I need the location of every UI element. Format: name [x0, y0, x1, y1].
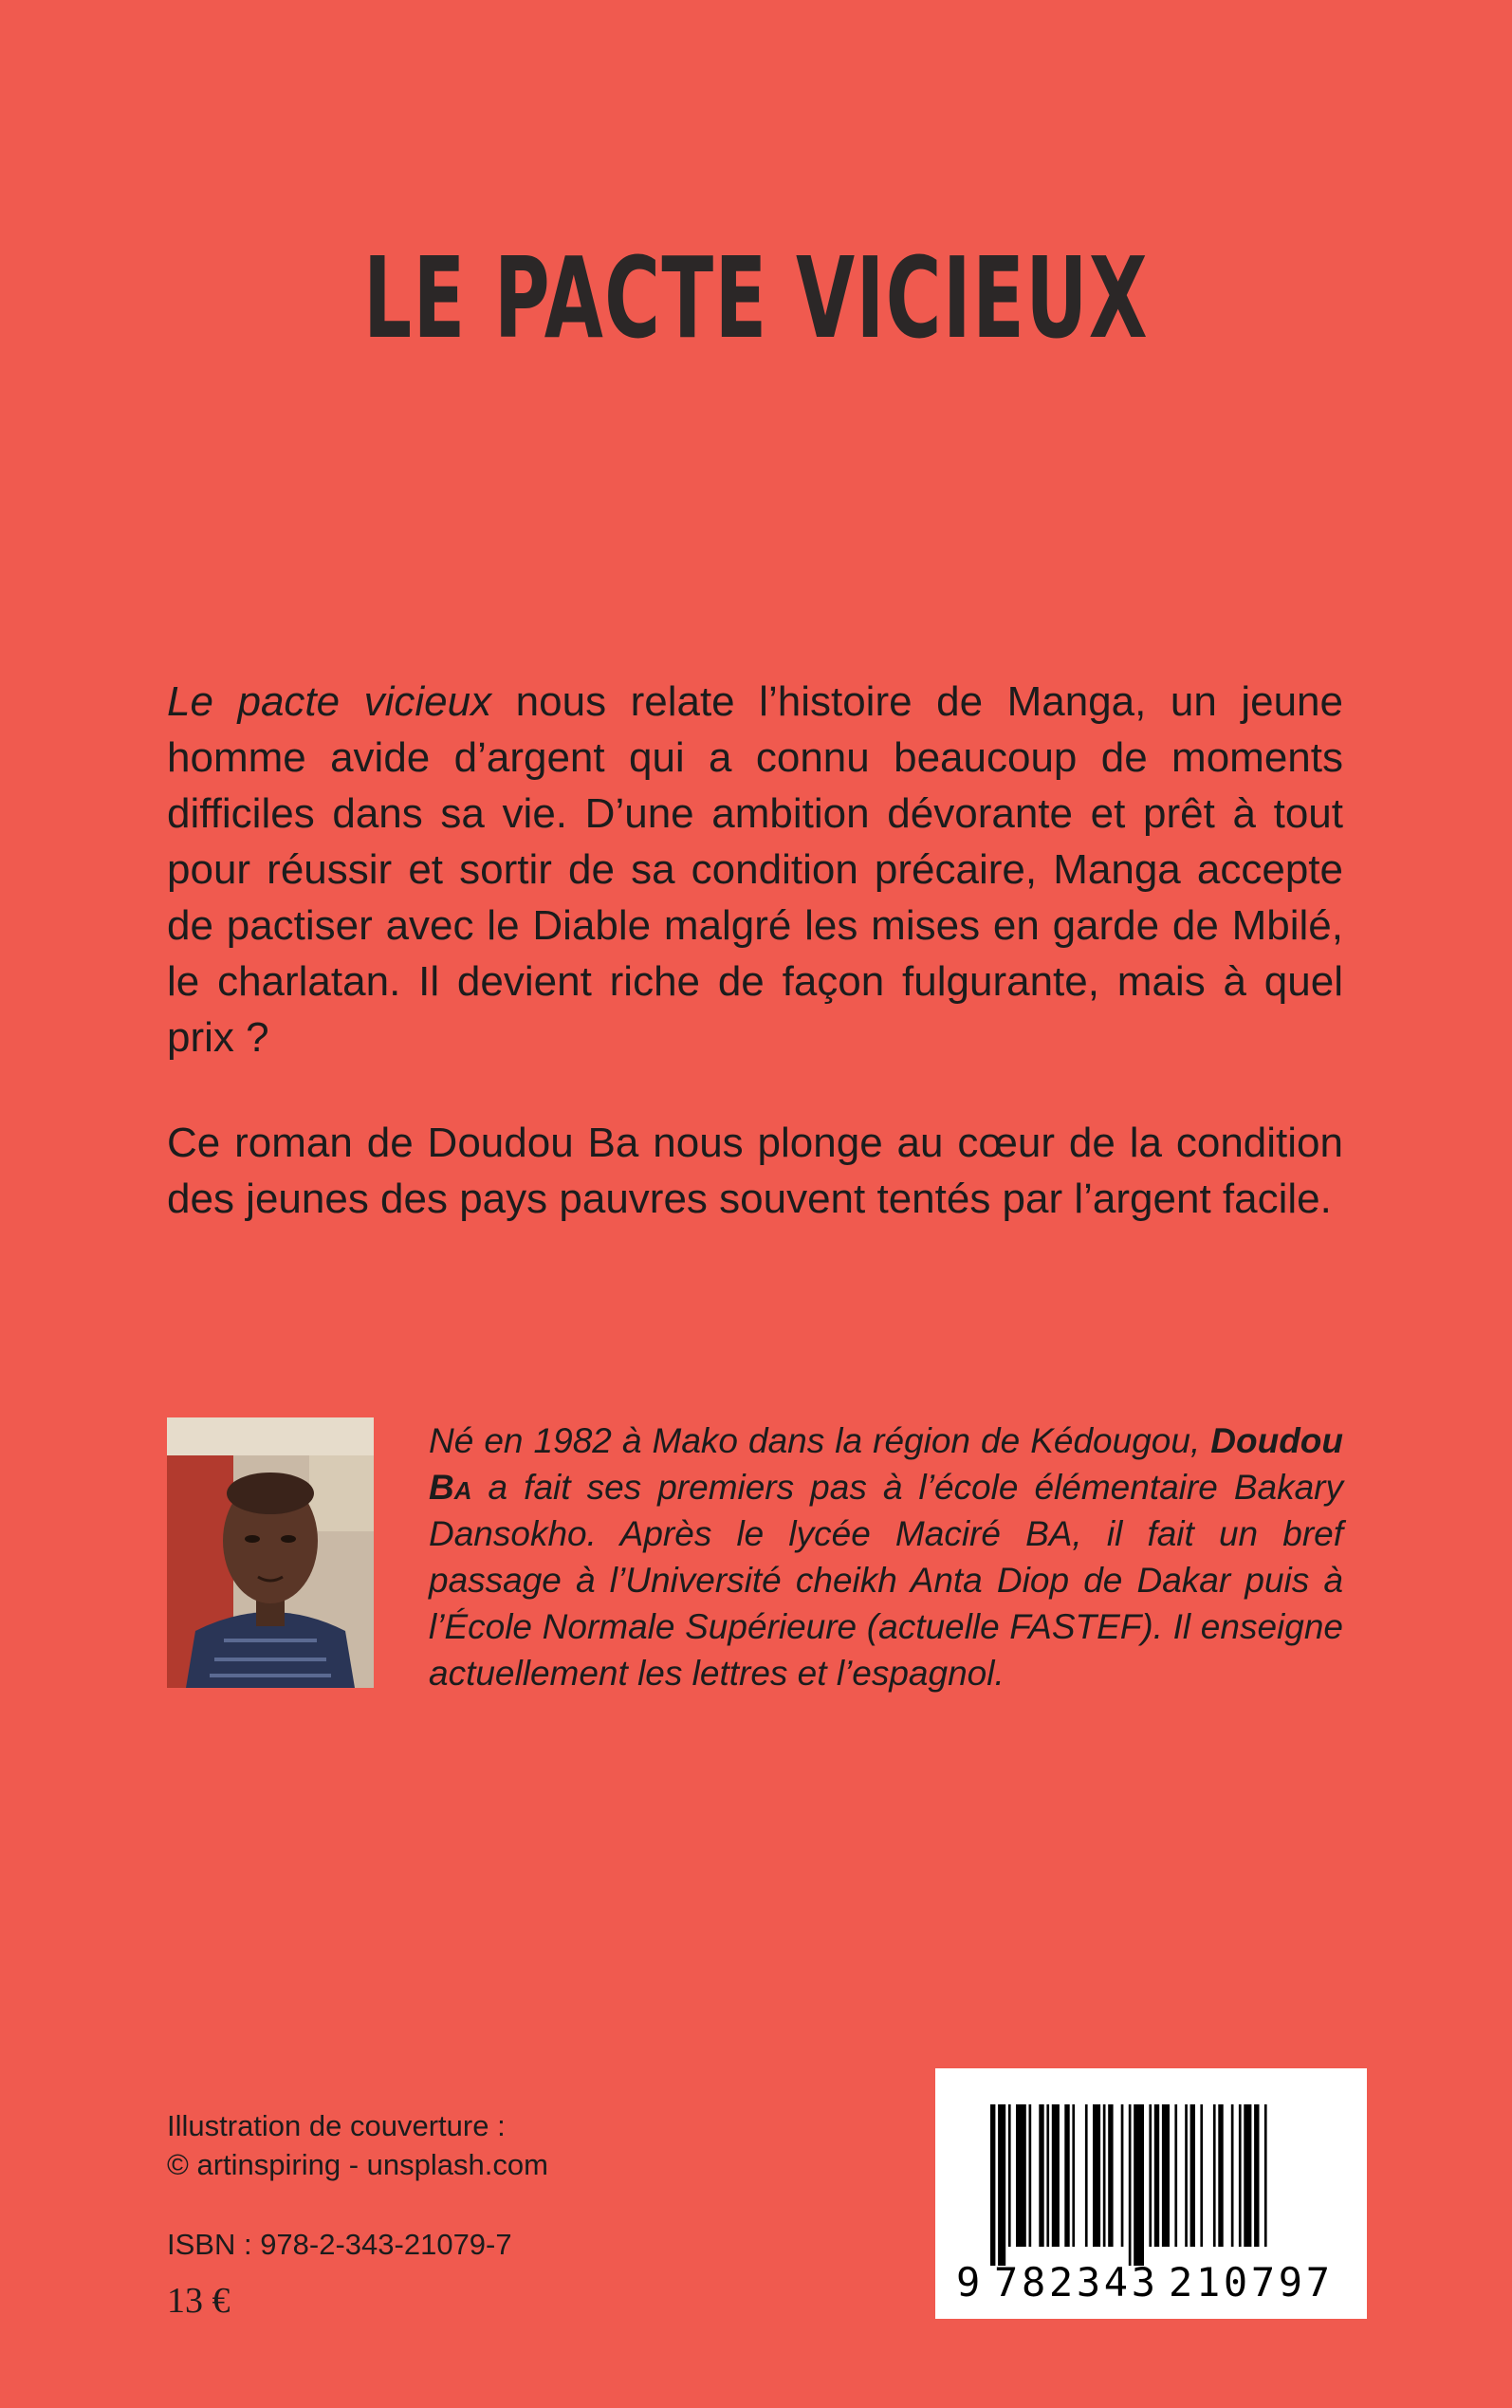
- synopsis-paragraph-2: Ce roman de Doudou Ba nous plonge au cœur de la condition des jeunes des pays pauvres souvent tentés par l’argent facile.: [167, 1120, 1343, 1222]
- barcode-bar: [1072, 2104, 1075, 2247]
- barcode-bar: [1185, 2104, 1188, 2247]
- isbn: ISBN : 978-2-343-21079-7: [167, 2228, 512, 2261]
- barcode-bar: [1008, 2104, 1011, 2247]
- barcode-bar: [998, 2104, 1005, 2266]
- barcode-bar: [1190, 2104, 1195, 2247]
- barcode-digits-group2: 210797: [1169, 2259, 1330, 2306]
- barcode-bar: [1093, 2104, 1100, 2247]
- barcode-bar: [1254, 2104, 1259, 2247]
- barcode-bar: [1052, 2104, 1060, 2247]
- barcode-bar: [1129, 2104, 1132, 2266]
- barcode: [935, 2068, 1367, 2319]
- barcode-bar: [1134, 2104, 1144, 2266]
- price: 13 €: [167, 2281, 230, 2321]
- barcode-bar: [1039, 2104, 1043, 2247]
- barcode-bar: [990, 2104, 995, 2266]
- author-name-last: Ba: [429, 1468, 472, 1507]
- book-title: LE PACTE VICIEUX: [362, 232, 1150, 363]
- barcode-graphic: [935, 2068, 1367, 2319]
- barcode-bar: [1108, 2104, 1113, 2247]
- synopsis: [167, 674, 1343, 1276]
- barcode-bar: [1154, 2104, 1159, 2247]
- illustration-credit: © artinspiring - unsplash.com: [167, 2148, 548, 2181]
- cover-credits: [167, 2106, 548, 2184]
- synopsis-paragraph-1: [167, 674, 1343, 1065]
- barcode-bar: [1162, 2104, 1170, 2247]
- barcode-bar: [1121, 2104, 1124, 2247]
- barcode-bar: [1218, 2104, 1223, 2247]
- author-photo: [167, 1417, 374, 1688]
- author-bio-start: Né en 1982 à Mako dans la région de Kédougou,: [429, 1421, 1211, 1460]
- illustration-label: Illustration de couverture :: [167, 2109, 506, 2142]
- barcode-bar: [1103, 2104, 1106, 2247]
- barcode-bar: [1149, 2104, 1152, 2247]
- barcode-bar: [1264, 2104, 1267, 2247]
- barcode-bar: [1244, 2104, 1251, 2247]
- barcode-digits-group1: 782343: [994, 2259, 1155, 2306]
- author-bio: [429, 1417, 1343, 1696]
- barcode-bar: [1046, 2104, 1049, 2247]
- barcode-bar: [1085, 2104, 1088, 2247]
- author-bio-rest: a fait ses premiers pas à l’école élémentaire Bakary Dansokho. Après le lycée Maciré BA, il fait un bref passage à l’Université cheikh Anta Diop de Dakar puis à l’École Normale Supérieure (actuelle FASTEF). Il enseigne actuellement les lettres et l’espagnol.: [429, 1468, 1343, 1693]
- barcode-bar: [1029, 2104, 1032, 2247]
- author-name-first: Doudou: [1210, 1421, 1343, 1460]
- synopsis-title-italic: Le pacte vicieux: [167, 678, 492, 725]
- barcode-bars: [990, 2104, 1267, 2266]
- barcode-bar: [1231, 2104, 1234, 2247]
- barcode-bar: [1064, 2104, 1069, 2247]
- barcode-bar: [1200, 2104, 1203, 2247]
- barcode-digit-first: 9: [956, 2259, 981, 2306]
- barcode-bar: [1174, 2104, 1177, 2247]
- barcode-bar: [1016, 2104, 1026, 2247]
- barcode-bar: [1239, 2104, 1242, 2247]
- barcode-bar: [1213, 2104, 1216, 2247]
- synopsis-paragraph-1-text: nous relate l’histoire de Manga, un jeune homme avide d’argent qui a connu beaucoup de moments difficiles dans sa vie. D’une ambition dévorante et prêt à tout pour réussir et sortir de sa condition précaire, Manga accepte de pactiser avec le Diable malgré les mises en garde de Mbilé, le charlatan. Il devient riche de façon fulgurante, mais à quel prix ?: [167, 678, 1343, 1061]
